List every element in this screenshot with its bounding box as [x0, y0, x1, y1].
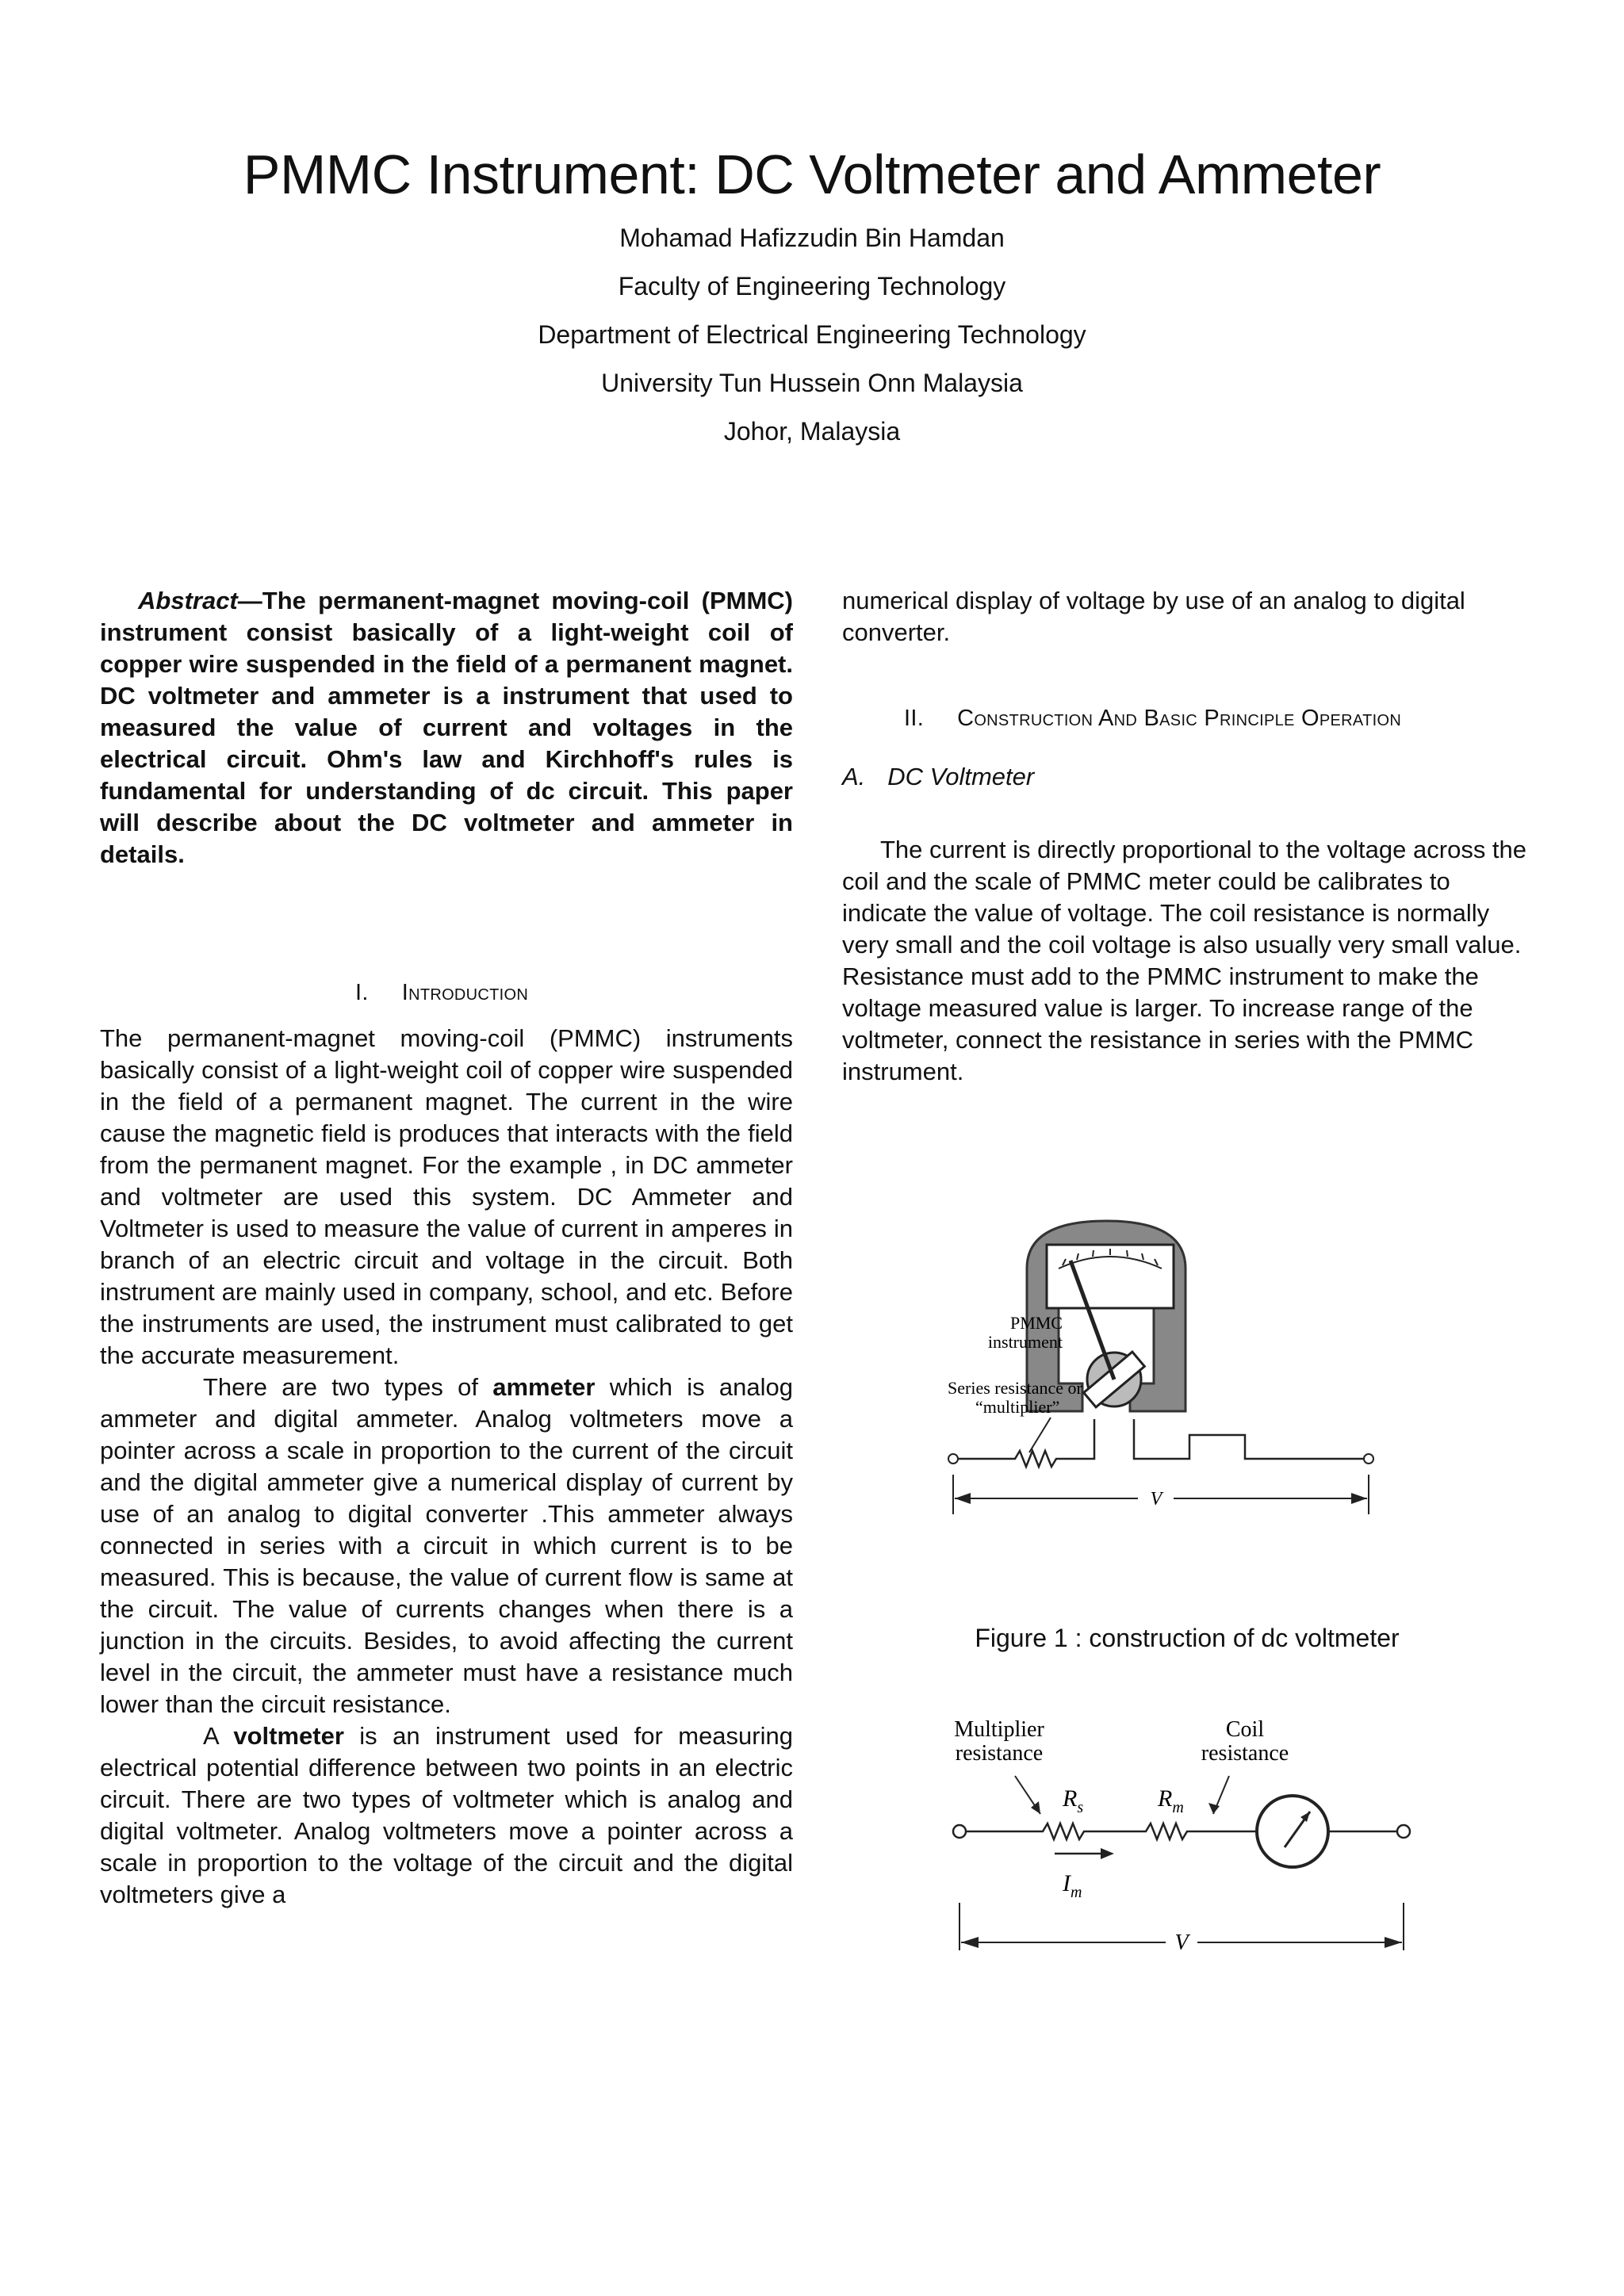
section-heading-introduction: [355, 980, 528, 1006]
label-v: V: [1150, 1489, 1162, 1510]
introduction-body: [100, 1023, 793, 1911]
label-v: V: [1174, 1931, 1189, 1955]
author-location: Johor, Malaysia: [723, 417, 901, 446]
label-im: $I_m$: [1063, 1870, 1082, 1901]
intro-paragraph-1: The permanent-magnet moving-coil (PMMC) instruments basically consist of a light-weight coil of copper wire suspended in the field of a permanent magnet. The current in the wire cause the magnetic field is produces that interacts with the field from the permanent magnet. For the example , in DC ammeter and voltmeter are used this system. DC Ammeter and Voltmeter is used to measure the value of current in amperes in branch of an electric circuit and voltage in the circuit. Both instrument are mainly used in company, school, and etc. Before the instruments are used, the instrument must calibrated to get the accurate measurement.: [100, 1024, 793, 1369]
label-coil-2: resistance: [1201, 1741, 1289, 1766]
section-title: Introduction: [401, 980, 529, 1005]
figure-1-caption: Figure 1 : construction of dc voltmeter: [975, 1624, 1400, 1652]
keyword-ammeter: ammeter: [492, 1373, 596, 1401]
section-number: II.: [904, 706, 925, 731]
intro-paragraph-2: [100, 1372, 793, 1720]
intro-paragraph-3: [100, 1720, 793, 1911]
subsection-title: DC Voltmeter: [887, 763, 1035, 790]
subsection-label: A.: [842, 763, 866, 790]
figure-2-voltmeter-circuit-diagram: [944, 1712, 1451, 1998]
intro-continuation: numerical display of voltage by use of an analog to digital converter.: [842, 587, 1465, 646]
label-series-1: Series resistance or: [948, 1378, 1082, 1398]
paper-title: PMMC Instrument: DC Voltmeter and Ammeter: [243, 144, 1381, 205]
figure-1-pmmc-voltmeter-diagram: [944, 1213, 1435, 1546]
abstract-text: —The permanent-magnet moving-coil (PMMC) instrument consist basically of a light-weight coil of copper wire suspended in the field of a permanent magnet. DC voltmeter and ammeter is a instrument that used to measured the value of current and voltages in the electrical circuit. Ohm's law and Kirchhoff's rules is fundamental for understanding of dc circuit. This paper will describe about the DC voltmeter and ammeter in details.: [100, 587, 793, 868]
label-rs: $R_s$: [1063, 1785, 1084, 1816]
author-university: University Tun Hussein Onn Malaysia: [601, 369, 1023, 397]
intro-p2-text-rest: which is analog ammeter and digital ammeter. Analog voltmeters move a pointer across a scale in proportion to the current of the circuit and the digital ammeter give a numerical display of current by use of an analog to digital converter .This ammeter always connected in series with a circuit in which current is to be measured. This is because, the value of current flow is same at the circuit. The value of currents changes when there is a junction in the circuits. Besides, to avoid affecting the current level in the circuit, the ammeter must have a resistance much lower than the circuit resistance.: [100, 1373, 793, 1718]
section-number: I.: [355, 980, 369, 1005]
section-heading-construction: [904, 706, 1401, 732]
label-multiplier-2: resistance: [955, 1741, 1044, 1766]
label-pmmc-2: instrument: [987, 1332, 1063, 1352]
label-series-2: “multiplier”: [975, 1397, 1060, 1417]
label-pmmc-1: PMMC: [1009, 1313, 1063, 1333]
dc-voltmeter-paragraph: The current is directly proportional to the voltage across the coil and the scale of PMMC meter could be calibrates to indicate the value of voltage. The coil resistance is normally very small and the coil voltage is also usually very small value. Resistance must add to the PMMC instrument to make the voltage measured value is larger. To increase range of the voltmeter, connect the resistance in series with the PMMC instrument.: [842, 836, 1527, 1085]
intro-p3-text: A: [203, 1722, 234, 1750]
label-rm: $R_m$: [1158, 1785, 1184, 1816]
intro-p3-text-rest: is an instrument used for measuring electrical potential difference between two points in an electric circuit. There are two types of voltmeter which is analog and digital voltmeter. Analog voltmeters move a pointer across a scale in proportion to the voltage of the circuit and the digital voltmeters give a: [100, 1722, 793, 1908]
meter-symbol: [1257, 1796, 1328, 1867]
author-faculty: Faculty of Engineering Technology: [618, 272, 1006, 300]
abstract-lead: Abstract: [138, 587, 238, 614]
label-multiplier-1: Multiplier: [954, 1717, 1044, 1742]
label-coil-1: Coil: [1225, 1717, 1265, 1742]
author-name: Mohamad Hafizzudin Bin Hamdan: [619, 224, 1005, 252]
keyword-voltmeter: voltmeter: [233, 1722, 344, 1750]
abstract: [100, 585, 793, 871]
author-department: Department of Electrical Engineering Technology: [538, 320, 1086, 349]
section-title: Construction And Basic Principle Operation: [957, 706, 1402, 731]
subsection-heading-dc-voltmeter: [842, 763, 1034, 791]
intro-p2-text: There are two types of: [203, 1373, 493, 1401]
